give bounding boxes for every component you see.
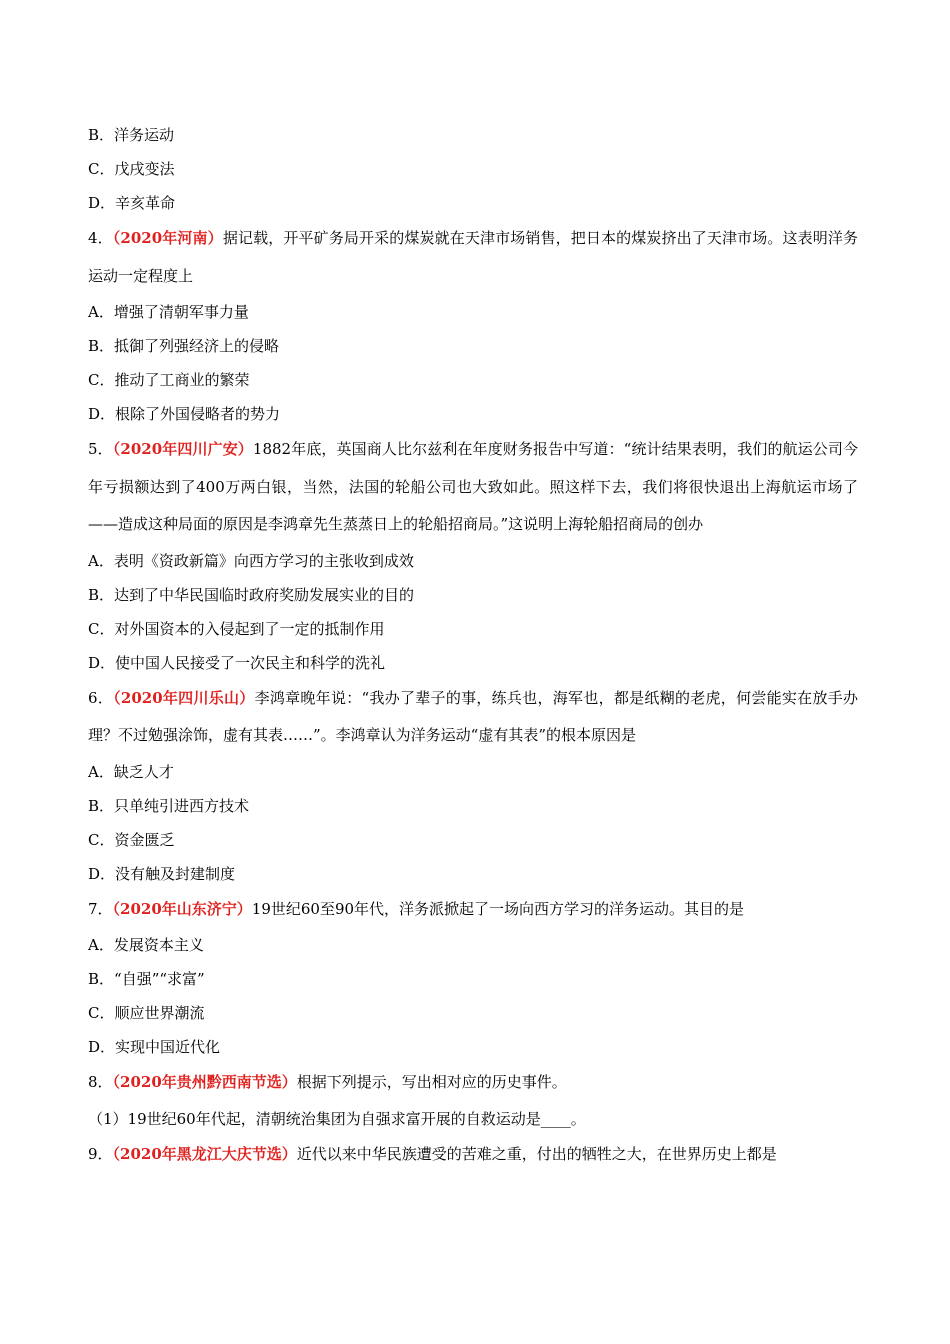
option-c: C．资金匮乏	[88, 830, 175, 849]
option-b: B．只单纯引进西方技术	[88, 796, 250, 815]
question-source: （2020年黑龙江大庆节选）	[112, 1144, 297, 1163]
question-text: 据记载，开平矿务局开采的煤炭就在天津市场销售，把日本的煤炭挤出了天津市场。这表明洋务运动一定程度上	[88, 229, 858, 285]
question-source: （2020年四川广安）	[112, 440, 253, 458]
question-number: 9．	[88, 1144, 113, 1163]
question-number: 5．	[88, 440, 113, 458]
question-number: 8．	[88, 1073, 113, 1091]
option-d: D．辛亥革命	[88, 194, 176, 212]
sub-question: （1）19世纪60年代起，清朝统治集团为自强求富开展的自救运动是____。	[88, 1109, 586, 1128]
question-source: （2020年四川乐山）	[113, 688, 255, 707]
question-text: 1882年底，英国商人比尔兹利在年度财务报告中写道：“统计结果表明，我们的航运公司今年亏损额达到了400万两白银，当然，法国的轮船公司也大致如此。照这样下去，我们将很快退出上海航运市场了——造成这种局面的原因是李鸿章先生蒸蒸日上的轮船招商局。”这说明上海轮船招商局的创办	[88, 440, 858, 533]
option-d: D．使中国人民接受了一次民主和科学的洗礼	[88, 653, 386, 672]
question-8	[88, 1064, 858, 1136]
option-b: B．抵御了列强经济上的侵略	[88, 337, 280, 355]
question-5	[88, 431, 858, 680]
question-4	[88, 220, 858, 431]
question-stem	[88, 431, 858, 544]
question-9	[88, 1136, 858, 1174]
question-stem	[88, 680, 858, 755]
question-stem	[88, 891, 858, 929]
question-number: 4．	[88, 229, 113, 247]
option-a: A．表明《资政新篇》向西方学习的主张收到成效	[88, 551, 414, 570]
option-c: C．戊戌变法	[88, 160, 175, 178]
option-b: B．洋务运动	[88, 126, 175, 144]
option-c: C．顺应世界潮流	[88, 1004, 205, 1022]
question-source: （2020年贵州黔西南节选）	[112, 1073, 297, 1091]
question-stem	[88, 220, 858, 295]
question-stem	[88, 1064, 858, 1102]
option-a: A．增强了清朝军事力量	[88, 303, 249, 321]
option-d: D．根除了外国侵略者的势力	[88, 405, 281, 423]
option-c: C．推动了工商业的繁荣	[88, 371, 250, 389]
question-source: （2020年山东济宁）	[112, 899, 252, 918]
question-text: 李鸿章晚年说：“我办了辈子的事，练兵也，海军也，都是纸糊的老虎，何尝能实在放手办理？不过勉强涂饰，虚有其表……”。李鸿章认为洋务运动“虚有其表”的根本原因是	[88, 688, 859, 744]
option-a: A．缺乏人才	[88, 762, 174, 781]
question-3	[88, 118, 858, 220]
question-number: 7．	[88, 899, 113, 918]
question-number: 6．	[88, 688, 114, 707]
option-c: C．对外国资本的入侵起到了一定的抵制作用	[88, 619, 385, 638]
question-source: （2020年河南）	[112, 229, 223, 247]
option-b: B．“自强”“求富”	[88, 970, 205, 988]
option-a: A．发展资本主义	[88, 936, 204, 954]
document-page	[88, 118, 858, 1173]
option-b: B．达到了中华民国临时政府奖励发展实业的目的	[88, 585, 415, 604]
question-stem	[88, 1136, 858, 1174]
question-text: 近代以来中华民族遭受的苦难之重，付出的牺牲之大，在世界历史上都是	[296, 1144, 777, 1163]
question-text: 19世纪60至90年代，洋务派掀起了一场向西方学习的洋务运动。其目的是	[251, 899, 745, 918]
option-d: D．实现中国近代化	[88, 1038, 221, 1056]
question-text: 根据下列提示，写出相对应的历史事件。	[296, 1073, 567, 1091]
question-6	[88, 680, 858, 891]
option-d: D．没有触及封建制度	[88, 864, 236, 883]
question-7	[88, 891, 858, 1065]
